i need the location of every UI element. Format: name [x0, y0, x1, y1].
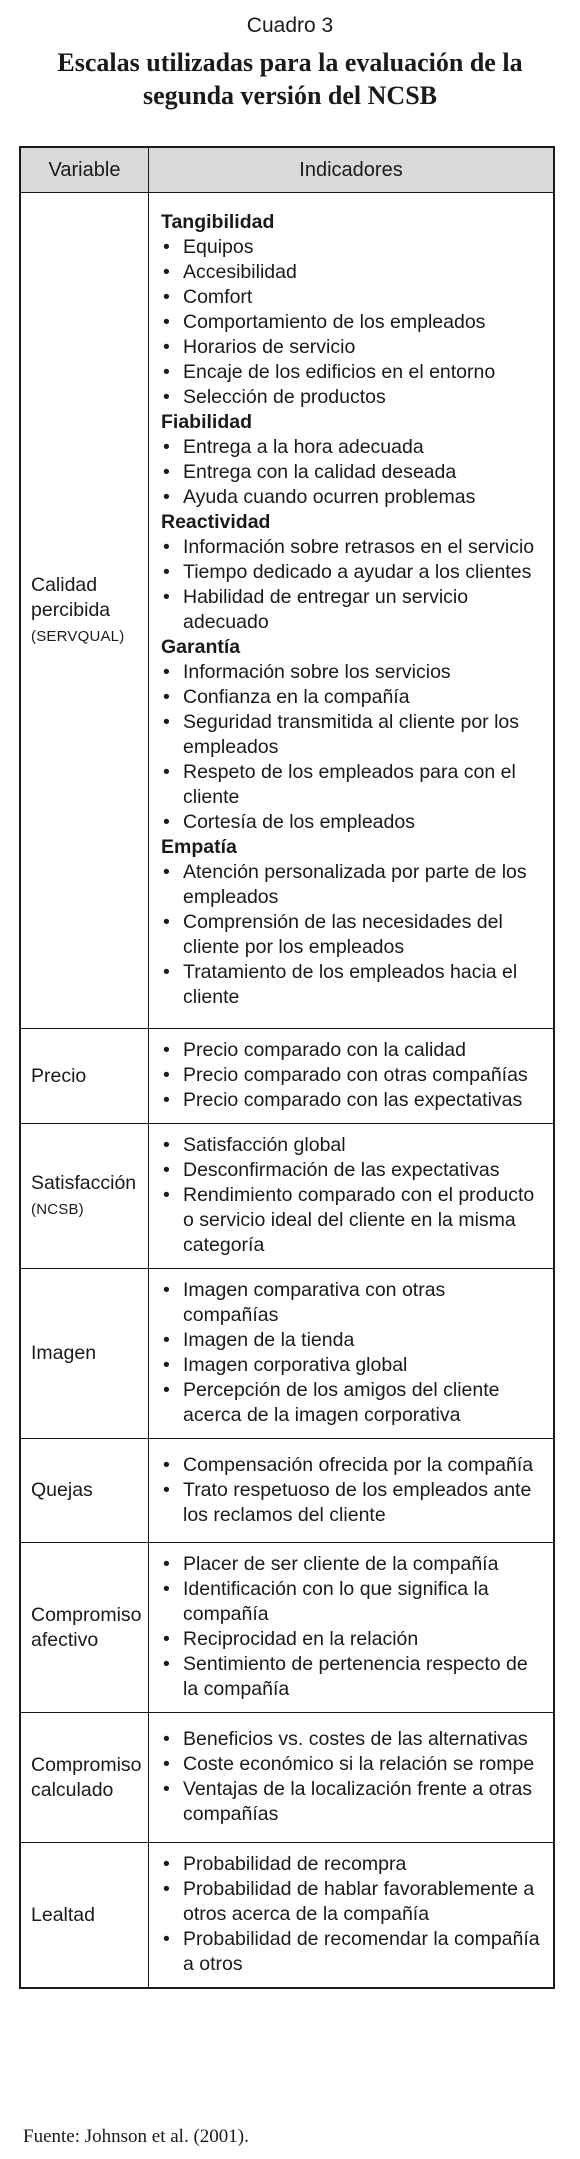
document-page	[0, 14, 580, 2159]
dimension-heading: Garantía	[161, 636, 241, 658]
table-row	[20, 193, 554, 1029]
indicators-cell	[149, 1029, 555, 1124]
indicator-item: • Atención personalizada por parte de los empleados	[161, 860, 545, 910]
indicator-item: • Probabilidad de hablar favorablemente a otros acerca de la compañía	[161, 1877, 545, 1927]
table-title: Escalas utilizadas para la evaluación de la segunda versión del NCSB	[57, 48, 523, 110]
indicator-item: • Entrega con la calidad deseada	[161, 460, 545, 485]
table-row	[20, 1843, 554, 1989]
indicator-item: • Probabilidad de recomendar la compañía a otros	[161, 1927, 545, 1977]
header-variable: Variable	[20, 147, 149, 193]
variable-cell	[20, 1269, 149, 1439]
indicator-item: • Coste económico si la relación se rompe	[161, 1752, 545, 1777]
indicator-item: • Compensación ofrecida por la compañía	[161, 1453, 545, 1478]
table-row	[20, 1124, 554, 1269]
indicator-item: • Comportamiento de los empleados	[161, 310, 545, 335]
indicator-item: • Satisfacción global	[161, 1133, 545, 1158]
variable-cell	[20, 1713, 149, 1843]
indicator-item: • Probabilidad de recompra	[161, 1852, 545, 1877]
indicator-list	[161, 535, 545, 635]
indicator-list	[161, 235, 545, 410]
source-note: Fuente: Johnson et al. (2001).	[23, 2126, 249, 2147]
indicator-item: • Equipos	[161, 235, 545, 260]
indicator-item: • Accesibilidad	[161, 260, 545, 285]
variable-name: Precio	[31, 1064, 87, 1087]
indicators-cell	[149, 1269, 555, 1439]
indicator-item: • Información sobre retrasos en el servicio	[161, 535, 545, 560]
table-row	[20, 1269, 554, 1439]
indicator-item: • Tiempo dedicado a ayudar a los clientes	[161, 560, 545, 585]
dimension-heading: Tangibilidad	[161, 211, 275, 233]
indicator-item: • Cortesía de los empleados	[161, 810, 545, 835]
variable-cell	[20, 1439, 149, 1543]
variable-cell	[20, 1843, 149, 1989]
indicator-item: • Percepción de los amigos del cliente acerca de la imagen corporativa	[161, 1378, 545, 1428]
indicators-cell	[149, 1124, 555, 1269]
indicators-cell	[149, 1843, 555, 1989]
variable-name: Compromiso afectivo	[31, 1603, 142, 1651]
variable-name: Imagen	[31, 1342, 97, 1364]
header-indicators: Indicadores	[149, 147, 555, 193]
indicator-item: • Comfort	[161, 285, 545, 310]
indicator-item: • Habilidad de entregar un servicio adecuado	[161, 585, 545, 635]
indicator-item: • Ayuda cuando ocurren problemas	[161, 485, 545, 510]
indicator-item: • Información sobre los servicios	[161, 660, 545, 685]
variable-name: Satisfacción	[31, 1171, 137, 1194]
indicator-item: • Selección de productos	[161, 385, 545, 410]
indicator-item: • Beneficios vs. costes de las alternativas	[161, 1727, 545, 1752]
indicators-cell	[149, 1543, 555, 1713]
indicator-item: • Horarios de servicio	[161, 335, 545, 360]
indicator-item: • Identificación con lo que significa la compañía	[161, 1577, 545, 1627]
indicator-item: • Desconfirmación de las expectativas	[161, 1158, 545, 1183]
indicator-list	[161, 1038, 545, 1113]
variable-cell	[20, 1124, 149, 1269]
indicator-item: • Ventajas de la localización frente a otras compañías	[161, 1777, 545, 1827]
indicator-item: • Trato respetuoso de los empleados ante los reclamos del cliente	[161, 1478, 545, 1528]
indicator-list	[161, 1453, 545, 1528]
scales-table	[19, 146, 555, 1989]
table-row	[20, 1713, 554, 1843]
table-row	[20, 1029, 554, 1124]
indicator-item: • Imagen comparativa con otras compañías	[161, 1278, 545, 1328]
indicator-item: • Encaje de los edificios en el entorno	[161, 360, 545, 385]
indicator-item: • Precio comparado con otras compañías	[161, 1063, 545, 1088]
indicator-item: • Sentimiento de pertenencia respecto de la compañía	[161, 1652, 545, 1702]
variable-cell	[20, 1543, 149, 1713]
indicator-item: • Seguridad transmitida al cliente por los empleados	[161, 710, 545, 760]
indicator-item: • Placer de ser cliente de la compañía	[161, 1552, 545, 1577]
indicator-list	[161, 1133, 545, 1258]
dimension-heading: Reactividad	[161, 511, 271, 533]
indicator-item: • Tratamiento de los empleados hacia el cliente	[161, 960, 545, 1010]
variable-name: Quejas	[31, 1479, 93, 1501]
indicator-item: • Reciprocidad en la relación	[161, 1627, 545, 1652]
indicators-cell	[149, 1439, 555, 1543]
indicator-item: • Imagen de la tienda	[161, 1328, 545, 1353]
indicator-list	[161, 860, 545, 1010]
indicator-list	[161, 435, 545, 510]
indicator-list	[161, 1552, 545, 1702]
variable-name: Calidad percibida	[31, 573, 111, 621]
variable-scale-tag: (SERVQUAL)	[31, 627, 125, 645]
indicator-list	[161, 1727, 545, 1827]
indicators-cell	[149, 1713, 555, 1843]
variable-name: Compromiso calculado	[31, 1753, 142, 1801]
indicator-item: • Imagen corporativa global	[161, 1353, 545, 1378]
variable-name: Lealtad	[31, 1903, 95, 1926]
variable-scale-tag: (NCSB)	[31, 1200, 84, 1218]
indicator-item: • Rendimiento comparado con el producto o servicio ideal del cliente en la misma categoría	[161, 1183, 545, 1258]
table-body	[20, 193, 554, 1989]
variable-cell	[20, 193, 149, 1029]
indicator-item: • Entrega a la hora adecuada	[161, 435, 545, 460]
dimension-heading: Fiabilidad	[161, 411, 253, 433]
variable-cell	[20, 1029, 149, 1124]
table-header-row	[20, 147, 554, 193]
table-row	[20, 1543, 554, 1713]
dimension-heading: Empatía	[161, 836, 237, 858]
indicator-list	[161, 1852, 545, 1977]
indicator-item: • Respeto de los empleados para con el cliente	[161, 760, 545, 810]
indicator-item: • Confianza en la compañía	[161, 685, 545, 710]
indicator-list	[161, 1278, 545, 1428]
indicator-item: • Precio comparado con la calidad	[161, 1038, 545, 1063]
table-row	[20, 1439, 554, 1543]
indicator-item: • Precio comparado con las expectativas	[161, 1088, 545, 1113]
indicator-list	[161, 660, 545, 835]
indicator-item: • Comprensión de las necesidades del cliente por los empleados	[161, 910, 545, 960]
indicators-cell	[149, 193, 555, 1029]
table-caption: Cuadro 3	[246, 14, 334, 37]
